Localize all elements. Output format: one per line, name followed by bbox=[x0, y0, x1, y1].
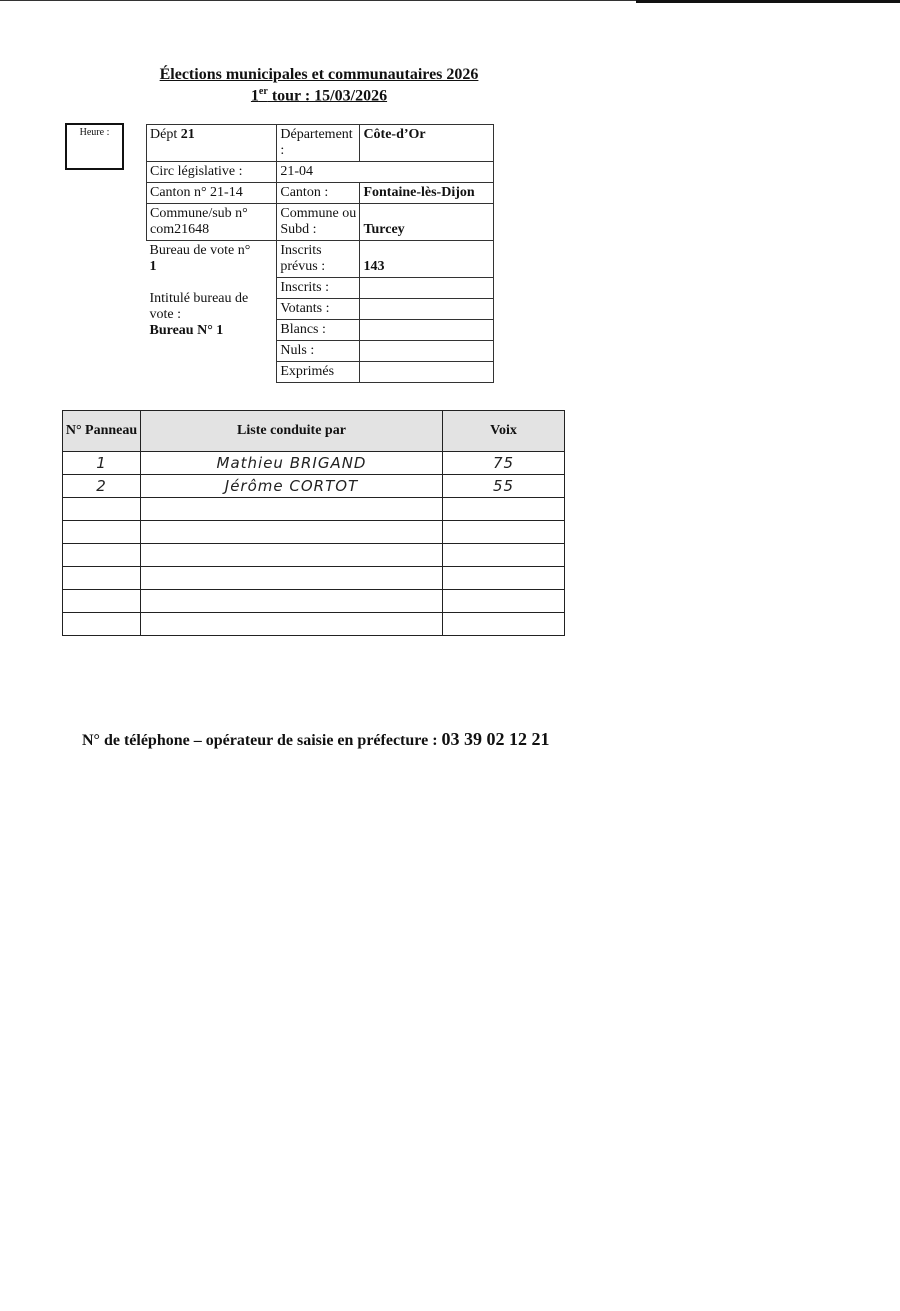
voix-cell[interactable]: 75 bbox=[443, 452, 565, 475]
intitule-value: Bureau N° 1 bbox=[149, 323, 224, 338]
liste-cell[interactable] bbox=[141, 590, 443, 613]
blancs-label: Blancs : bbox=[277, 320, 360, 341]
circ-value: 21-04 bbox=[277, 162, 494, 183]
liste-cell[interactable] bbox=[141, 521, 443, 544]
inscrits-prevus-value: 143 bbox=[360, 241, 494, 278]
liste-cell[interactable]: Mathieu BRIGAND bbox=[141, 452, 443, 475]
vote-row bbox=[63, 521, 565, 544]
panneau-cell[interactable]: 2 bbox=[63, 475, 141, 498]
vote-row bbox=[63, 452, 565, 475]
panneau-cell[interactable] bbox=[63, 567, 141, 590]
voix-cell[interactable] bbox=[443, 521, 565, 544]
liste-cell[interactable] bbox=[141, 613, 443, 636]
commune-num-value: com21648 bbox=[150, 222, 210, 237]
tour-superscript: er bbox=[258, 86, 268, 97]
heure-box[interactable] bbox=[65, 123, 124, 170]
phone-line bbox=[82, 729, 550, 750]
votants-label: Votants : bbox=[277, 299, 360, 320]
panneau-cell[interactable] bbox=[63, 498, 141, 521]
top-border-mark bbox=[636, 0, 900, 3]
circ-label: Circ législative : bbox=[147, 162, 277, 183]
document-subtitle bbox=[148, 86, 490, 105]
bureau-cell bbox=[147, 241, 277, 383]
liste-cell[interactable] bbox=[141, 498, 443, 521]
col-liste-header: Liste conduite par bbox=[141, 411, 443, 452]
voix-cell[interactable] bbox=[443, 498, 565, 521]
vote-row bbox=[63, 544, 565, 567]
tour-number: 1 bbox=[250, 87, 259, 105]
panneau-cell[interactable] bbox=[63, 613, 141, 636]
intitule-label: Intitulé bureau de vote : bbox=[149, 291, 249, 322]
panneau-cell[interactable] bbox=[63, 521, 141, 544]
departement-value: Côte-d’Or bbox=[360, 125, 494, 162]
votes-body bbox=[63, 452, 565, 636]
col-panneau-header: N° Panneau bbox=[63, 411, 141, 452]
voix-cell[interactable] bbox=[443, 613, 565, 636]
vote-row bbox=[63, 567, 565, 590]
bureau-spacer bbox=[150, 275, 274, 291]
phone-number: 03 39 02 12 21 bbox=[441, 729, 550, 749]
inscrits-field[interactable] bbox=[360, 278, 494, 299]
nuls-label: Nuls : bbox=[277, 341, 360, 362]
canton-num-label: Canton n° 21-14 bbox=[147, 183, 277, 204]
vote-row bbox=[63, 498, 565, 521]
voix-cell[interactable] bbox=[443, 544, 565, 567]
panneau-cell[interactable]: 1 bbox=[63, 452, 141, 475]
document-title: Élections municipales et communautaires 2026 bbox=[159, 66, 479, 83]
liste-cell[interactable] bbox=[141, 544, 443, 567]
bureau-num-label: Bureau de vote n° bbox=[149, 243, 251, 258]
votes-table bbox=[62, 410, 565, 636]
nuls-field[interactable] bbox=[360, 341, 494, 362]
tour-date: tour : 15/03/2026 bbox=[267, 87, 388, 105]
departement-label: Département : bbox=[277, 125, 360, 162]
inscrits-label: Inscrits : bbox=[277, 278, 360, 299]
panneau-cell[interactable] bbox=[63, 590, 141, 613]
canton-value: Fontaine-lès-Dijon bbox=[360, 183, 494, 204]
vote-row bbox=[63, 590, 565, 613]
commune-num-label: Commune/sub n° bbox=[150, 206, 248, 221]
heure-label: Heure : bbox=[79, 127, 110, 138]
bureau-num-value: 1 bbox=[149, 259, 157, 274]
vote-row bbox=[63, 613, 565, 636]
inscrits-prevus-label: Inscrits prévus : bbox=[277, 241, 360, 278]
dept-value: 21 bbox=[180, 127, 195, 142]
bureau-info-table bbox=[146, 124, 494, 383]
voix-cell[interactable] bbox=[443, 590, 565, 613]
dept-cell bbox=[147, 125, 277, 162]
voix-cell[interactable]: 55 bbox=[443, 475, 565, 498]
vote-row bbox=[63, 475, 565, 498]
liste-cell[interactable] bbox=[141, 567, 443, 590]
commune-label: Commune ou Subd : bbox=[277, 204, 360, 241]
dept-label: Dépt bbox=[150, 127, 178, 142]
liste-cell[interactable]: Jérôme CORTOT bbox=[141, 475, 443, 498]
commune-value: Turcey bbox=[360, 204, 494, 241]
exprimes-label: Exprimés bbox=[277, 362, 360, 383]
col-voix-header: Voix bbox=[443, 411, 565, 452]
blancs-field[interactable] bbox=[360, 320, 494, 341]
phone-label: N° de téléphone – opérateur de saisie en préfecture : bbox=[82, 732, 442, 749]
voix-cell[interactable] bbox=[443, 567, 565, 590]
canton-label: Canton : bbox=[277, 183, 360, 204]
commune-num-cell bbox=[147, 204, 277, 241]
exprimes-field[interactable] bbox=[360, 362, 494, 383]
votants-field[interactable] bbox=[360, 299, 494, 320]
panneau-cell[interactable] bbox=[63, 544, 141, 567]
